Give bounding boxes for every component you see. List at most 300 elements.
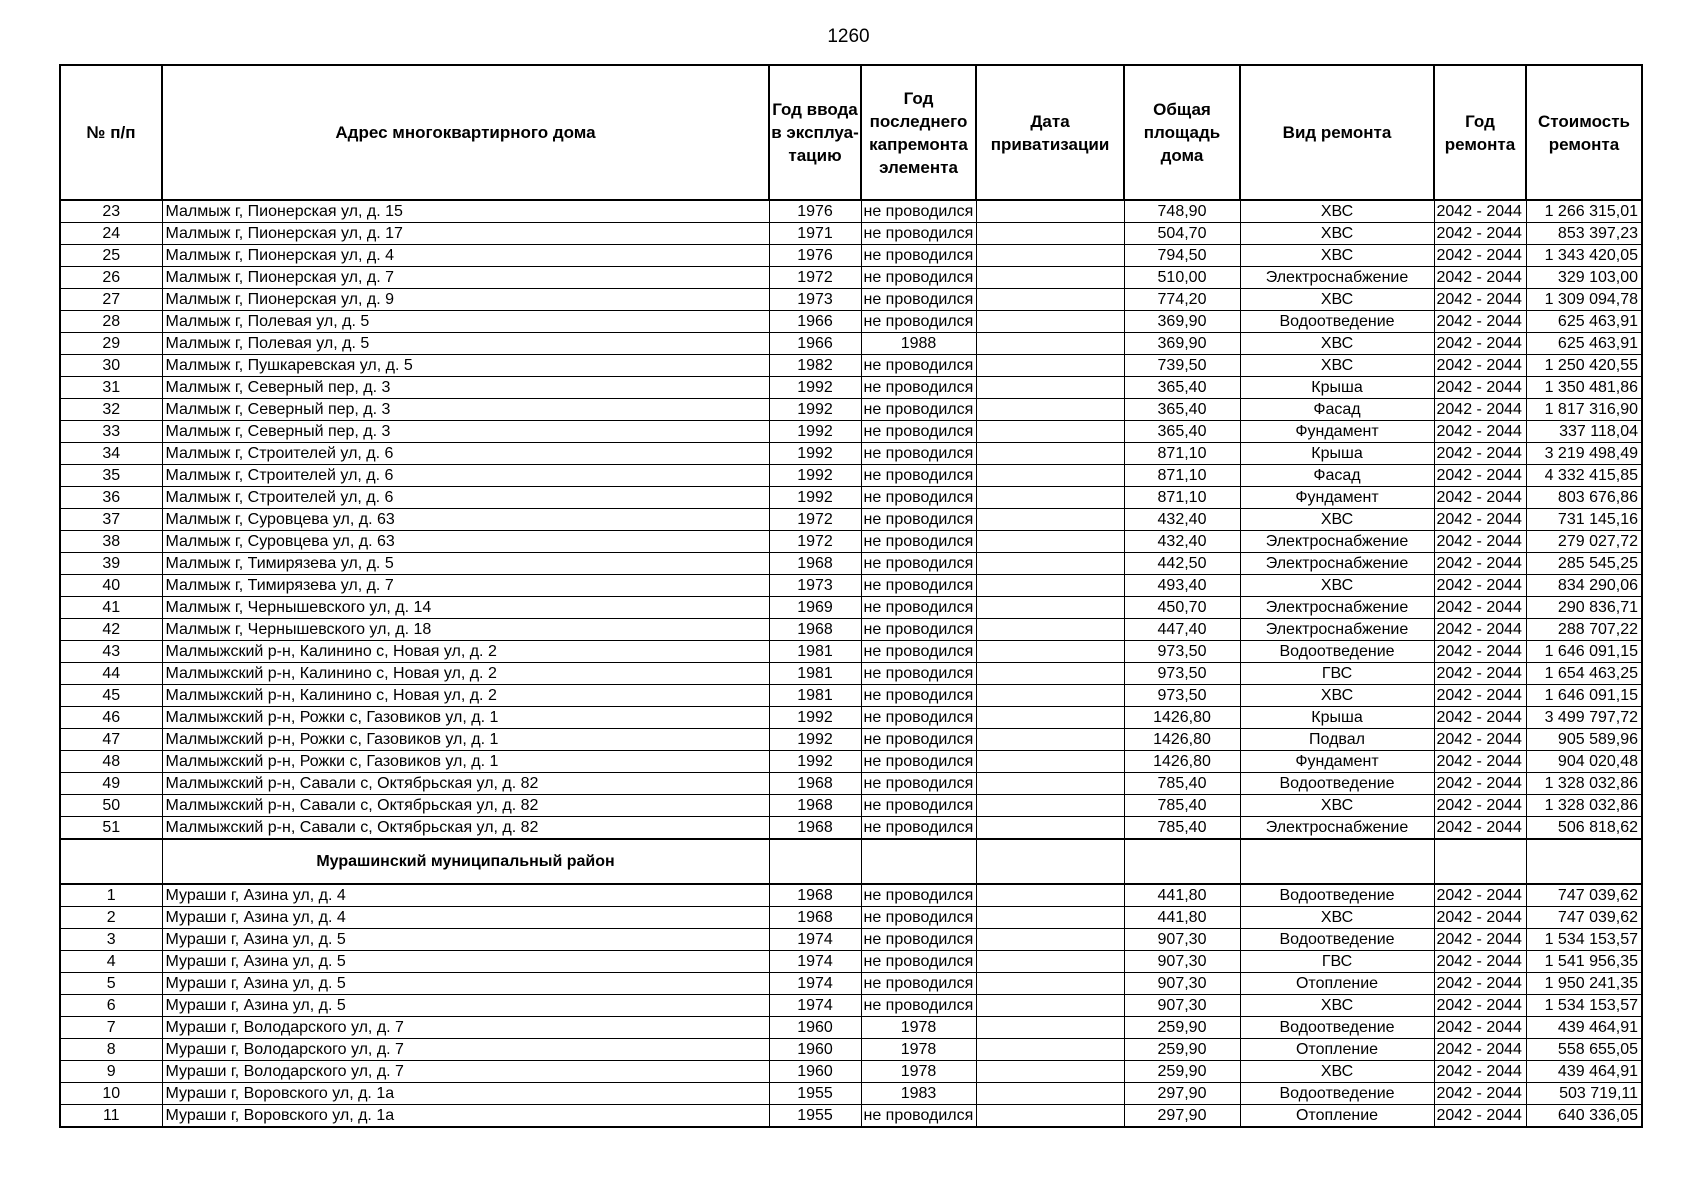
row-number-cell: 40 [60, 575, 162, 597]
last-repair-cell: не проводился [861, 795, 976, 817]
table-row [60, 377, 1642, 399]
cost-cell: 747 039,62 [1526, 907, 1642, 929]
row-number-cell: 48 [60, 751, 162, 773]
repair-type-cell: Электроснабжение [1240, 597, 1434, 619]
last-repair-cell: не проводился [861, 597, 976, 619]
area-cell: 774,20 [1124, 289, 1240, 311]
last-repair-cell: не проводился [861, 443, 976, 465]
row-number-cell: 11 [60, 1105, 162, 1128]
privatization-cell [976, 333, 1124, 355]
row-number-cell: 49 [60, 773, 162, 795]
repair-type-cell: Водоотведение [1240, 773, 1434, 795]
address-cell: Малмыж г, Пионерская ул, д. 7 [162, 267, 769, 289]
privatization-cell [976, 267, 1124, 289]
header-repair-type: Вид ремонта [1240, 65, 1434, 200]
last-repair-cell: не проводился [861, 907, 976, 929]
repair-year-cell: 2042 - 2044 [1434, 333, 1526, 355]
area-cell: 871,10 [1124, 465, 1240, 487]
table-row [60, 929, 1642, 951]
header-area: Общая площадь дома [1124, 65, 1240, 200]
repair-type-cell: ХВС [1240, 1061, 1434, 1083]
row-number-cell: 30 [60, 355, 162, 377]
repair-type-cell: Водоотведение [1240, 884, 1434, 907]
repair-type-cell: ХВС [1240, 355, 1434, 377]
repair-type-cell: ХВС [1240, 245, 1434, 267]
year-built-cell: 1981 [769, 641, 861, 663]
cost-cell: 625 463,91 [1526, 311, 1642, 333]
privatization-cell [976, 884, 1124, 907]
privatization-cell [976, 245, 1124, 267]
area-cell: 1426,80 [1124, 729, 1240, 751]
table-row [60, 884, 1642, 907]
address-cell: Малмыжский р-н, Калинино с, Новая ул, д. 2 [162, 641, 769, 663]
area-cell: 259,90 [1124, 1061, 1240, 1083]
address-cell: Малмыж г, Северный пер, д. 3 [162, 377, 769, 399]
cost-cell: 905 589,96 [1526, 729, 1642, 751]
cost-cell: 558 655,05 [1526, 1039, 1642, 1061]
last-repair-cell: 1978 [861, 1017, 976, 1039]
repair-type-cell: Водоотведение [1240, 929, 1434, 951]
privatization-cell [976, 421, 1124, 443]
last-repair-cell: не проводился [861, 817, 976, 840]
table-row [60, 289, 1642, 311]
cost-cell: 329 103,00 [1526, 267, 1642, 289]
table-row [60, 619, 1642, 641]
privatization-cell [976, 995, 1124, 1017]
year-built-cell: 1992 [769, 399, 861, 421]
last-repair-cell: 1978 [861, 1039, 976, 1061]
address-cell: Малмыж г, Тимирязева ул, д. 5 [162, 553, 769, 575]
privatization-cell [976, 641, 1124, 663]
table-row [60, 465, 1642, 487]
privatization-cell [976, 1039, 1124, 1061]
row-number-cell: 51 [60, 817, 162, 840]
area-cell: 441,80 [1124, 907, 1240, 929]
table-row [60, 1039, 1642, 1061]
repair-type-cell: ХВС [1240, 200, 1434, 223]
repair-year-cell: 2042 - 2044 [1434, 421, 1526, 443]
privatization-cell [976, 907, 1124, 929]
last-repair-cell: не проводился [861, 663, 976, 685]
repair-year-cell: 2042 - 2044 [1434, 1061, 1526, 1083]
table-row [60, 1083, 1642, 1105]
table-row [60, 1017, 1642, 1039]
privatization-cell [976, 973, 1124, 995]
address-cell: Мураши г, Азина ул, д. 5 [162, 995, 769, 1017]
row-number-cell: 7 [60, 1017, 162, 1039]
repair-year-cell: 2042 - 2044 [1434, 553, 1526, 575]
last-repair-cell: не проводился [861, 553, 976, 575]
year-built-cell: 1992 [769, 707, 861, 729]
address-cell: Мураши г, Володарского ул, д. 7 [162, 1017, 769, 1039]
cost-cell: 834 290,06 [1526, 575, 1642, 597]
year-built-cell: 1973 [769, 575, 861, 597]
table-row [60, 973, 1642, 995]
table-row [60, 773, 1642, 795]
area-cell: 973,50 [1124, 685, 1240, 707]
last-repair-cell: не проводился [861, 773, 976, 795]
privatization-cell [976, 597, 1124, 619]
section-title: Мурашинский муниципальный район [162, 839, 769, 884]
privatization-cell [976, 575, 1124, 597]
repair-type-cell: ХВС [1240, 907, 1434, 929]
repair-type-cell: Электроснабжение [1240, 553, 1434, 575]
repair-year-cell: 2042 - 2044 [1434, 399, 1526, 421]
cost-cell: 506 818,62 [1526, 817, 1642, 840]
address-cell: Малмыжский р-н, Рожки с, Газовиков ул, д. 1 [162, 751, 769, 773]
address-cell: Малмыж г, Тимирязева ул, д. 7 [162, 575, 769, 597]
repair-type-cell: Электроснабжение [1240, 817, 1434, 840]
table-row [60, 421, 1642, 443]
cost-cell: 288 707,22 [1526, 619, 1642, 641]
repair-type-cell: Крыша [1240, 377, 1434, 399]
address-cell: Мураши г, Володарского ул, д. 7 [162, 1039, 769, 1061]
year-built-cell: 1969 [769, 597, 861, 619]
year-built-cell: 1966 [769, 311, 861, 333]
privatization-cell [976, 487, 1124, 509]
privatization-cell [976, 817, 1124, 840]
cost-cell: 803 676,86 [1526, 487, 1642, 509]
repair-type-cell: Фундамент [1240, 751, 1434, 773]
table-row [60, 200, 1642, 223]
area-cell: 297,90 [1124, 1105, 1240, 1128]
repair-type-cell: ХВС [1240, 223, 1434, 245]
last-repair-cell: не проводился [861, 267, 976, 289]
cost-cell: 747 039,62 [1526, 884, 1642, 907]
area-cell: 365,40 [1124, 399, 1240, 421]
row-number-cell: 10 [60, 1083, 162, 1105]
repair-year-cell: 2042 - 2044 [1434, 795, 1526, 817]
cost-cell: 904 020,48 [1526, 751, 1642, 773]
repair-type-cell: Водоотведение [1240, 311, 1434, 333]
address-cell: Мураши г, Володарского ул, д. 7 [162, 1061, 769, 1083]
last-repair-cell: не проводился [861, 311, 976, 333]
area-cell: 447,40 [1124, 619, 1240, 641]
repair-year-cell: 2042 - 2044 [1434, 907, 1526, 929]
address-cell: Мураши г, Воровского ул, д. 1а [162, 1083, 769, 1105]
year-built-cell: 1972 [769, 531, 861, 553]
privatization-cell [976, 289, 1124, 311]
year-built-cell: 1955 [769, 1083, 861, 1105]
privatization-cell [976, 795, 1124, 817]
area-cell: 432,40 [1124, 509, 1240, 531]
area-cell: 739,50 [1124, 355, 1240, 377]
table-row [60, 995, 1642, 1017]
repair-year-cell: 2042 - 2044 [1434, 685, 1526, 707]
row-number-cell: 35 [60, 465, 162, 487]
table-row [60, 333, 1642, 355]
repair-year-cell: 2042 - 2044 [1434, 509, 1526, 531]
year-built-cell: 1992 [769, 729, 861, 751]
area-cell: 504,70 [1124, 223, 1240, 245]
row-number-cell: 4 [60, 951, 162, 973]
repair-type-cell: Водоотведение [1240, 1083, 1434, 1105]
repair-year-cell: 2042 - 2044 [1434, 641, 1526, 663]
repair-year-cell: 2042 - 2044 [1434, 884, 1526, 907]
cost-cell: 279 027,72 [1526, 531, 1642, 553]
repair-type-cell: Электроснабжение [1240, 531, 1434, 553]
privatization-cell [976, 663, 1124, 685]
year-built-cell: 1968 [769, 884, 861, 907]
privatization-cell [976, 399, 1124, 421]
repair-year-cell: 2042 - 2044 [1434, 531, 1526, 553]
cost-cell: 1 950 241,35 [1526, 973, 1642, 995]
repair-type-cell: Отопление [1240, 1039, 1434, 1061]
repair-year-cell: 2042 - 2044 [1434, 929, 1526, 951]
year-built-cell: 1955 [769, 1105, 861, 1128]
repair-type-cell: ХВС [1240, 509, 1434, 531]
repair-type-cell: Электроснабжение [1240, 267, 1434, 289]
address-cell: Малмыж г, Северный пер, д. 3 [162, 399, 769, 421]
repair-year-cell: 2042 - 2044 [1434, 751, 1526, 773]
privatization-cell [976, 377, 1124, 399]
repair-year-cell: 2042 - 2044 [1434, 465, 1526, 487]
privatization-cell [976, 1061, 1124, 1083]
page-number: 1260 [827, 26, 870, 47]
year-built-cell: 1968 [769, 817, 861, 840]
repair-type-cell: ХВС [1240, 575, 1434, 597]
repair-year-cell: 2042 - 2044 [1434, 619, 1526, 641]
year-built-cell: 1992 [769, 443, 861, 465]
table-row [60, 641, 1642, 663]
row-number-cell: 33 [60, 421, 162, 443]
row-number-cell: 6 [60, 995, 162, 1017]
cost-cell: 1 250 420,55 [1526, 355, 1642, 377]
cost-cell: 1 343 420,05 [1526, 245, 1642, 267]
area-cell: 907,30 [1124, 995, 1240, 1017]
row-number-cell: 25 [60, 245, 162, 267]
area-cell: 785,40 [1124, 773, 1240, 795]
year-built-cell: 1960 [769, 1017, 861, 1039]
row-number-cell: 29 [60, 333, 162, 355]
last-repair-cell: не проводился [861, 531, 976, 553]
table-row [60, 531, 1642, 553]
year-built-cell: 1992 [769, 465, 861, 487]
row-number-cell: 50 [60, 795, 162, 817]
cost-cell: 1 328 032,86 [1526, 795, 1642, 817]
row-number-cell: 31 [60, 377, 162, 399]
repair-type-cell: ХВС [1240, 289, 1434, 311]
repair-type-cell: ГВС [1240, 951, 1434, 973]
year-built-cell: 1966 [769, 333, 861, 355]
privatization-cell [976, 553, 1124, 575]
repair-year-cell: 2042 - 2044 [1434, 973, 1526, 995]
repair-type-cell: Фасад [1240, 465, 1434, 487]
row-number-cell: 44 [60, 663, 162, 685]
address-cell: Малмыж г, Пионерская ул, д. 4 [162, 245, 769, 267]
repair-year-cell: 2042 - 2044 [1434, 1017, 1526, 1039]
cost-cell: 625 463,91 [1526, 333, 1642, 355]
area-cell: 973,50 [1124, 641, 1240, 663]
year-built-cell: 1971 [769, 223, 861, 245]
row-number-cell: 27 [60, 289, 162, 311]
table-row [60, 245, 1642, 267]
last-repair-cell: не проводился [861, 729, 976, 751]
last-repair-cell: 1983 [861, 1083, 976, 1105]
area-cell: 259,90 [1124, 1039, 1240, 1061]
row-number-cell: 32 [60, 399, 162, 421]
last-repair-cell: не проводился [861, 995, 976, 1017]
cost-cell: 439 464,91 [1526, 1061, 1642, 1083]
year-built-cell: 1974 [769, 951, 861, 973]
cost-cell: 853 397,23 [1526, 223, 1642, 245]
row-number-cell: 3 [60, 929, 162, 951]
privatization-cell [976, 531, 1124, 553]
repair-year-cell: 2042 - 2044 [1434, 995, 1526, 1017]
privatization-cell [976, 773, 1124, 795]
table-row [60, 575, 1642, 597]
table-row [60, 267, 1642, 289]
repair-year-cell: 2042 - 2044 [1434, 355, 1526, 377]
repair-type-cell: Водоотведение [1240, 1017, 1434, 1039]
row-number-cell: 34 [60, 443, 162, 465]
last-repair-cell: не проводился [861, 884, 976, 907]
row-number-cell: 26 [60, 267, 162, 289]
cost-cell: 290 836,71 [1526, 597, 1642, 619]
repair-type-cell: Отопление [1240, 973, 1434, 995]
address-cell: Мураши г, Азина ул, д. 4 [162, 884, 769, 907]
repair-year-cell: 2042 - 2044 [1434, 1083, 1526, 1105]
row-number-cell: 39 [60, 553, 162, 575]
cost-cell: 1 266 315,01 [1526, 200, 1642, 223]
row-number-cell: 37 [60, 509, 162, 531]
area-cell: 450,70 [1124, 597, 1240, 619]
cost-cell: 4 332 415,85 [1526, 465, 1642, 487]
repair-year-cell: 2042 - 2044 [1434, 951, 1526, 973]
row-number-cell: 2 [60, 907, 162, 929]
last-repair-cell: не проводился [861, 575, 976, 597]
last-repair-cell: не проводился [861, 487, 976, 509]
year-built-cell: 1992 [769, 487, 861, 509]
year-built-cell: 1968 [769, 619, 861, 641]
address-cell: Малмыж г, Пушкаревская ул, д. 5 [162, 355, 769, 377]
repair-year-cell: 2042 - 2044 [1434, 487, 1526, 509]
year-built-cell: 1974 [769, 995, 861, 1017]
year-built-cell: 1981 [769, 685, 861, 707]
repair-year-cell: 2042 - 2044 [1434, 377, 1526, 399]
header-last-repair: Год последнего капремонта элемента [861, 65, 976, 200]
cost-cell: 3 219 498,49 [1526, 443, 1642, 465]
year-built-cell: 1992 [769, 751, 861, 773]
last-repair-cell: не проводился [861, 707, 976, 729]
area-cell: 871,10 [1124, 443, 1240, 465]
area-cell: 369,90 [1124, 311, 1240, 333]
row-number-cell: 45 [60, 685, 162, 707]
area-cell: 510,00 [1124, 267, 1240, 289]
row-number-cell: 46 [60, 707, 162, 729]
privatization-cell [976, 1017, 1124, 1039]
header-privatization: Дата приватизации [976, 65, 1124, 200]
row-number-cell: 5 [60, 973, 162, 995]
address-cell: Малмыжский р-н, Савали с, Октябрьская ул, д. 82 [162, 773, 769, 795]
row-number-cell: 8 [60, 1039, 162, 1061]
last-repair-cell: не проводился [861, 289, 976, 311]
address-cell: Малмыж г, Строителей ул, д. 6 [162, 487, 769, 509]
address-cell: Мураши г, Азина ул, д. 5 [162, 973, 769, 995]
last-repair-cell: не проводился [861, 377, 976, 399]
area-cell: 785,40 [1124, 817, 1240, 840]
year-built-cell: 1973 [769, 289, 861, 311]
area-cell: 365,40 [1124, 421, 1240, 443]
address-cell: Малмыжский р-н, Калинино с, Новая ул, д. 2 [162, 685, 769, 707]
address-cell: Малмыж г, Суровцева ул, д. 63 [162, 509, 769, 531]
privatization-cell [976, 685, 1124, 707]
table-row [60, 1105, 1642, 1128]
last-repair-cell: не проводился [861, 200, 976, 223]
row-number-cell: 47 [60, 729, 162, 751]
privatization-cell [976, 1105, 1124, 1128]
table-row [60, 907, 1642, 929]
year-built-cell: 1992 [769, 377, 861, 399]
table-row [60, 729, 1642, 751]
last-repair-cell: не проводился [861, 421, 976, 443]
privatization-cell [976, 509, 1124, 531]
repair-year-cell: 2042 - 2044 [1434, 1039, 1526, 1061]
table-header-row [60, 65, 1642, 200]
last-repair-cell: не проводился [861, 929, 976, 951]
address-cell: Мураши г, Азина ул, д. 5 [162, 929, 769, 951]
address-cell: Малмыж г, Полевая ул, д. 5 [162, 333, 769, 355]
repair-type-cell: ХВС [1240, 795, 1434, 817]
address-cell: Малмыж г, Чернышевского ул, д. 18 [162, 619, 769, 641]
privatization-cell [976, 465, 1124, 487]
repair-year-cell: 2042 - 2044 [1434, 267, 1526, 289]
repair-type-cell: Водоотведение [1240, 641, 1434, 663]
privatization-cell [976, 729, 1124, 751]
address-cell: Малмыж г, Северный пер, д. 3 [162, 421, 769, 443]
privatization-cell [976, 951, 1124, 973]
table-row [60, 355, 1642, 377]
repair-year-cell: 2042 - 2044 [1434, 200, 1526, 223]
area-cell: 794,50 [1124, 245, 1240, 267]
table-body-murashi [60, 884, 1642, 1127]
last-repair-cell: не проводился [861, 973, 976, 995]
year-built-cell: 1974 [769, 973, 861, 995]
cost-cell: 731 145,16 [1526, 509, 1642, 531]
row-number-cell: 1 [60, 884, 162, 907]
address-cell: Мураши г, Воровского ул, д. 1а [162, 1105, 769, 1128]
address-cell: Малмыж г, Пионерская ул, д. 17 [162, 223, 769, 245]
year-built-cell: 1976 [769, 200, 861, 223]
last-repair-cell: не проводился [861, 951, 976, 973]
area-cell: 1426,80 [1124, 751, 1240, 773]
repair-year-cell: 2042 - 2044 [1434, 663, 1526, 685]
cost-cell: 1 350 481,86 [1526, 377, 1642, 399]
year-built-cell: 1968 [769, 795, 861, 817]
repair-year-cell: 2042 - 2044 [1434, 597, 1526, 619]
last-repair-cell: 1988 [861, 333, 976, 355]
cost-cell: 1 646 091,15 [1526, 641, 1642, 663]
area-cell: 442,50 [1124, 553, 1240, 575]
row-number-cell: 23 [60, 200, 162, 223]
cost-cell: 1 534 153,57 [1526, 995, 1642, 1017]
privatization-cell [976, 355, 1124, 377]
table-row [60, 707, 1642, 729]
repair-year-cell: 2042 - 2044 [1434, 707, 1526, 729]
repair-year-cell: 2042 - 2044 [1434, 729, 1526, 751]
address-cell: Малмыж г, Пионерская ул, д. 9 [162, 289, 769, 311]
table-row [60, 597, 1642, 619]
address-cell: Мураши г, Азина ул, д. 5 [162, 951, 769, 973]
table-row [60, 399, 1642, 421]
row-number-cell: 43 [60, 641, 162, 663]
year-built-cell: 1982 [769, 355, 861, 377]
address-cell: Малмыжский р-н, Рожки с, Газовиков ул, д. 1 [162, 707, 769, 729]
address-cell: Малмыж г, Суровцева ул, д. 63 [162, 531, 769, 553]
table-row [60, 795, 1642, 817]
repair-type-cell: Фасад [1240, 399, 1434, 421]
privatization-cell [976, 707, 1124, 729]
